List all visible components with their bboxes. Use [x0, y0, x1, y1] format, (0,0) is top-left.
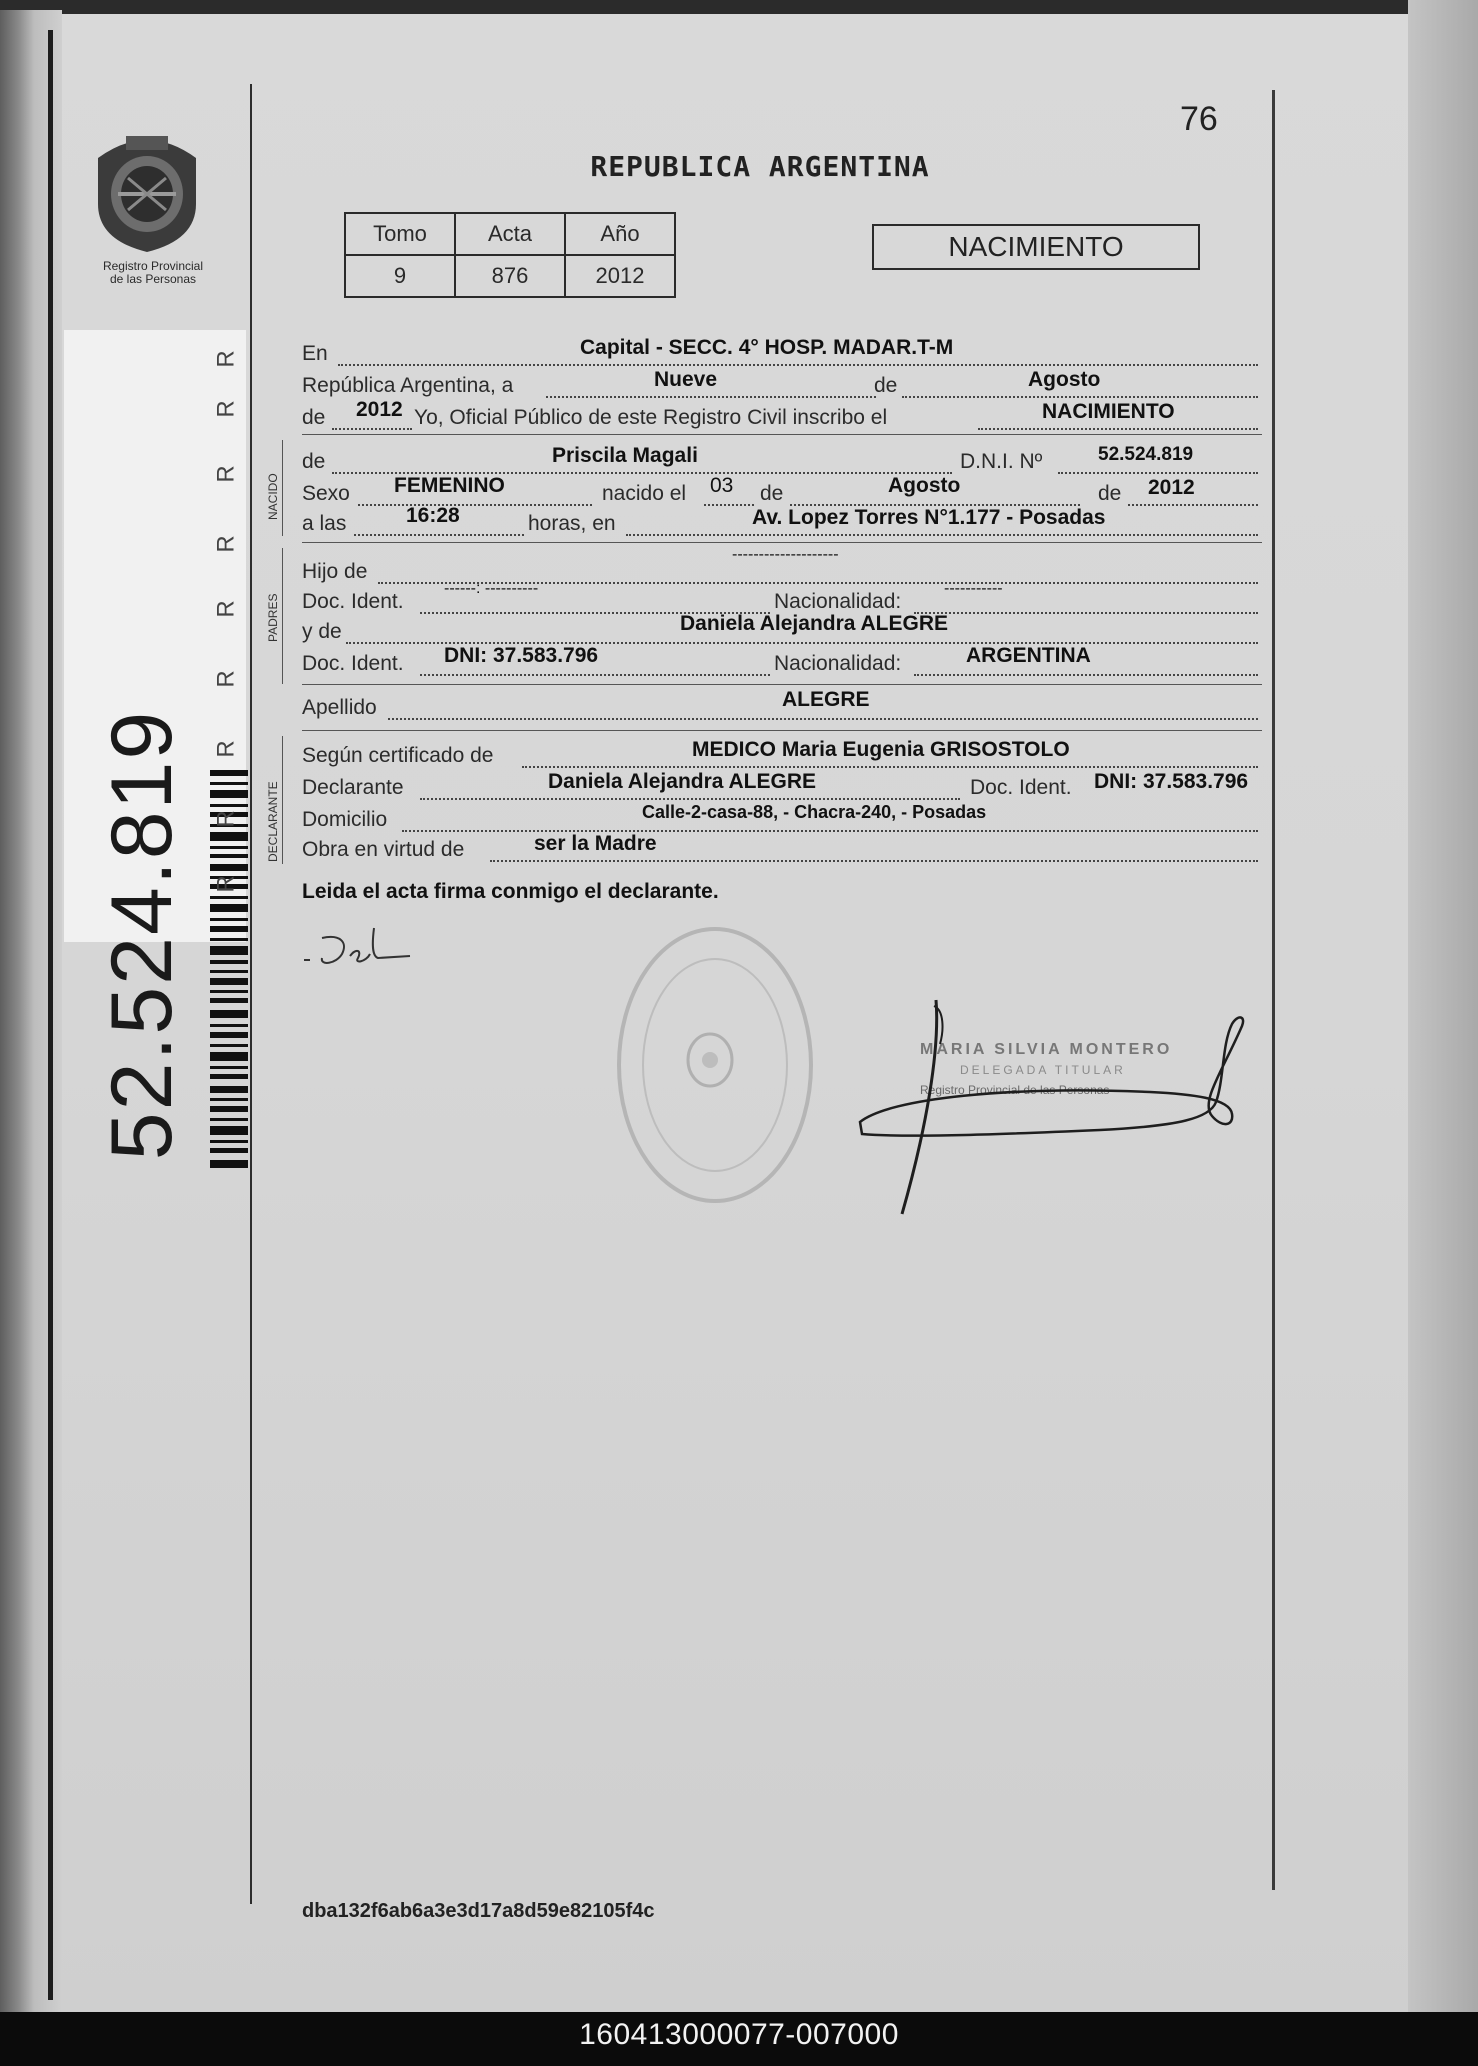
value-name: Priscila Magali — [552, 444, 698, 467]
line-yo — [302, 398, 1262, 432]
section-rule — [302, 730, 1262, 731]
barcode-number: 52.524.819 — [94, 709, 190, 1161]
sidebar-r: R — [212, 350, 240, 368]
register-table — [344, 212, 676, 298]
label-en: En — [302, 342, 328, 365]
label-sexo: Sexo — [302, 482, 350, 505]
register-header-row — [345, 213, 675, 255]
page-number: 76 — [1180, 100, 1218, 138]
label-doc-ident: Doc. Ident. — [302, 590, 404, 613]
value-father-doc: ------: ---------- — [444, 580, 539, 597]
line-doc2 — [302, 644, 1262, 678]
label-republica: República Argentina, a — [302, 374, 514, 397]
section-label-padres: PADRES — [266, 593, 280, 642]
line-hora — [302, 504, 1262, 538]
value-time: 16:28 — [406, 504, 460, 527]
value-declarante-doc: DNI: 37.583.796 — [1094, 770, 1249, 793]
value-birth-month: Agosto — [888, 474, 961, 497]
left-margin-line — [250, 84, 252, 1904]
official-seal-icon — [610, 920, 820, 1210]
value-certificate: MEDICO Maria Eugenia GRISOSTOLO — [692, 738, 1070, 761]
value-birth-year: 2012 — [1148, 476, 1195, 499]
value-mother-doc: DNI: 37.583.796 — [444, 644, 599, 667]
value-record: NACIMIENTO — [1042, 400, 1175, 423]
line-madre — [302, 612, 1262, 646]
label-declarante: Declarante — [302, 776, 404, 799]
line-segun — [302, 740, 1262, 770]
register-value-acta: 876 — [455, 255, 565, 297]
value-mother: Daniela Alejandra ALEGRE — [680, 612, 949, 635]
label-segun-certificado: Según certificado de — [302, 744, 494, 767]
line-republica — [302, 370, 1262, 400]
section-bracket — [282, 548, 283, 684]
document-title: REPUBLICA ARGENTINA — [590, 150, 930, 183]
top-shadow — [0, 0, 1478, 14]
value-day: Nueve — [654, 368, 718, 391]
value-declarante: Daniela Alejandra ALEGRE — [548, 770, 817, 793]
register-value-tomo: 9 — [345, 255, 455, 297]
official-signature-icon — [850, 990, 1250, 1220]
label-obra-en-virtud: Obra en virtud de — [302, 838, 465, 861]
stamp-line2: DELEGADA TITULAR — [960, 1063, 1126, 1077]
emblem-caption-line1: Registro Provincial — [102, 259, 204, 273]
value-place-registration: Capital - SECC. 4° HOSP. MADAR.T-M — [580, 336, 954, 359]
value-mother-nationality: ARGENTINA — [966, 644, 1091, 667]
value-dni: 52.524.819 — [1098, 444, 1194, 465]
record-type-box: NACIMIENTO — [872, 224, 1200, 270]
sidebar-r: R — [212, 740, 240, 758]
sidebar-r: R — [212, 535, 240, 553]
register-value-row — [345, 255, 675, 297]
register-value-ano: 2012 — [565, 255, 675, 297]
line-en — [302, 338, 1262, 368]
value-birth-place: Av. Lopez Torres N°1.177 - Posadas — [752, 506, 1106, 529]
footer-code: 160413000077-007000 — [579, 2018, 899, 2051]
line-obra — [302, 834, 1262, 864]
label-nacionalidad: Nacionalidad: — [774, 652, 902, 675]
line-apellido — [302, 688, 1262, 722]
emblem-caption-line2: de las Personas — [109, 272, 197, 286]
section-bracket — [282, 440, 283, 536]
label-hijo-de: Hijo de — [302, 560, 368, 583]
label-horas-en: horas, en — [528, 512, 616, 535]
sidebar-r: R — [212, 465, 240, 483]
register-header-acta: Acta — [455, 213, 565, 255]
section-bracket — [282, 736, 283, 864]
value-father-nationality: ----------- — [944, 580, 1003, 597]
label-dni: D.N.I. Nº — [960, 450, 1043, 473]
line-name — [302, 446, 1262, 476]
sidebar-r-column — [212, 335, 244, 935]
stamp-line1: MARIA SILVIA MONTERO — [920, 1041, 1173, 1058]
section-rule — [302, 434, 1262, 435]
stamp-line3: Registro Provincial de las Personas — [920, 1083, 1110, 1097]
sidebar-r: R — [212, 670, 240, 688]
label-doc-ident: Doc. Ident. — [302, 652, 404, 675]
provincial-emblem-icon — [88, 128, 206, 254]
label-de: de — [302, 406, 326, 429]
document-hash: dba132f6ab6a3e3d17a8d59e82105f4c — [302, 1900, 655, 1922]
label-y-de: y de — [302, 620, 342, 643]
register-header-tomo: Tomo — [345, 213, 455, 255]
section-label-nacido: NACIDO — [266, 473, 280, 520]
value-sexo: FEMENINO — [394, 474, 505, 497]
label-doc-ident: Doc. Ident. — [970, 776, 1072, 799]
label-a-las: a las — [302, 512, 347, 535]
label-de: de — [302, 450, 326, 473]
label-de: de — [760, 482, 784, 505]
emblem-caption — [78, 260, 228, 286]
page-edge — [1408, 0, 1478, 2012]
label-yo-oficial: Yo, Oficial Público de este Registro Civil inscribo el — [414, 406, 888, 429]
sidebar-r: R — [212, 400, 240, 418]
binding-spine — [48, 30, 53, 2000]
label-domicilio: Domicilio — [302, 808, 388, 831]
sidebar-r: R — [212, 600, 240, 618]
label-nacionalidad: Nacionalidad: — [774, 590, 902, 613]
section-rule — [302, 684, 1262, 685]
value-month: Agosto — [1028, 368, 1101, 391]
section-rule — [302, 542, 1262, 543]
label-de: de — [874, 374, 898, 397]
label-de: de — [1098, 482, 1122, 505]
declarant-signature-icon — [300, 920, 420, 980]
line-domicilio — [302, 804, 1262, 834]
value-apellido: ALEGRE — [782, 688, 870, 711]
right-margin-line — [1272, 90, 1275, 1890]
section-label-declarante: DECLARANTE — [266, 781, 280, 862]
value-birth-day: 03 — [710, 474, 734, 497]
line-declarante — [302, 772, 1262, 802]
value-obra: ser la Madre — [534, 832, 657, 855]
register-header-ano: Año — [565, 213, 675, 255]
sidebar-r: R — [212, 875, 240, 893]
label-nacido-el: nacido el — [602, 482, 687, 505]
sidebar-r: R — [212, 810, 240, 828]
value-father: -------------------- — [732, 546, 839, 563]
value-year: 2012 — [356, 398, 403, 421]
value-domicilio: Calle-2-casa-88, - Chacra-240, - Posadas — [642, 802, 987, 822]
label-apellido: Apellido — [302, 696, 377, 719]
closing-statement: Leida el acta firma conmigo el declarante. — [302, 880, 719, 903]
